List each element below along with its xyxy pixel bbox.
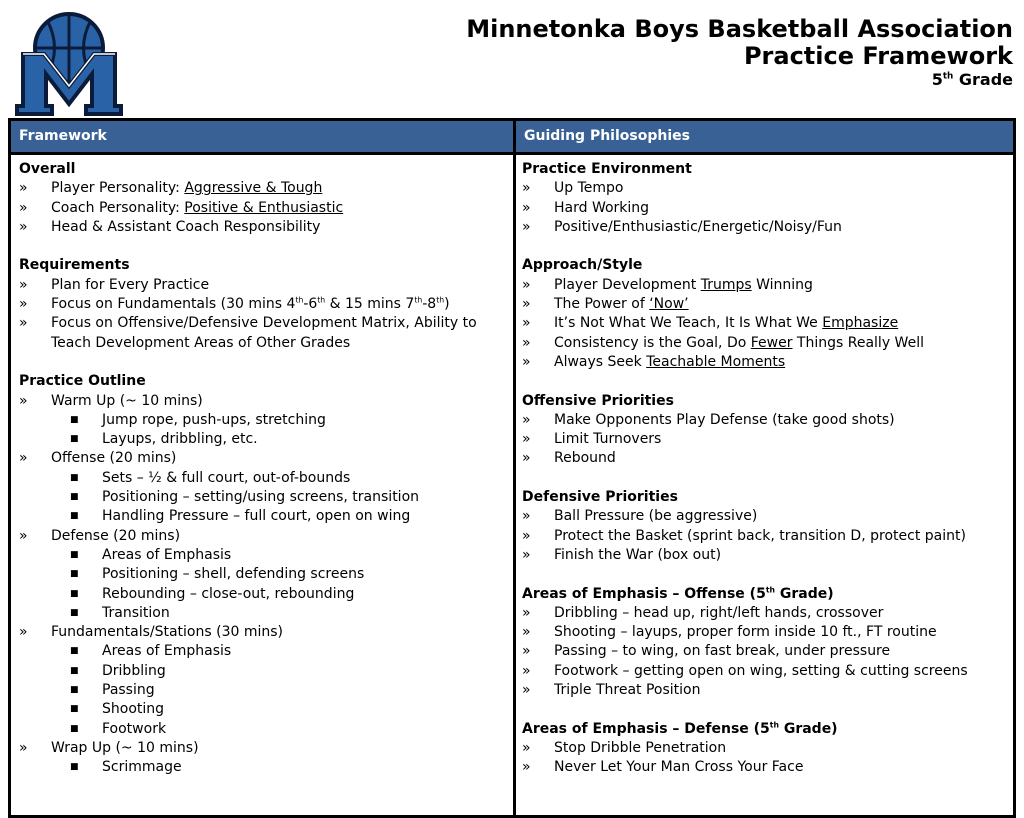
section-title-practice-environment: Practice Environment bbox=[522, 161, 692, 177]
square-bullet-icon: ■ bbox=[70, 723, 79, 734]
list-item: » Always Seek Teachable Moments bbox=[522, 353, 786, 370]
sub-list-item-text: Jump rope, push-ups, stretching bbox=[102, 411, 326, 428]
philosophies-column-header: Guiding Philosophies bbox=[516, 121, 1013, 152]
section-title-emphasis-defense: Areas of Emphasis – Defense (5th Grade) bbox=[522, 719, 838, 737]
bullet-marker: » bbox=[522, 180, 531, 197]
list-item bbox=[522, 623, 1012, 642]
list-item: » Head & Assistant Coach Responsibility bbox=[19, 218, 321, 235]
list-item: » Consistency is the Goal, Do Fewer Things Really Well bbox=[522, 334, 924, 351]
list-item-text: Dribbling – head up, right/left hands, crossover bbox=[554, 604, 884, 621]
sub-list-item-text: Positioning – setting/using screens, transition bbox=[102, 489, 420, 506]
spacer bbox=[522, 700, 1012, 719]
framework-column-header: Framework bbox=[11, 121, 513, 152]
sub-list-item-text: Dribbling bbox=[102, 662, 166, 679]
bullet-marker: » bbox=[19, 450, 28, 467]
list-item bbox=[522, 507, 1012, 526]
list-item-text: Never Let Your Man Cross Your Face bbox=[554, 759, 804, 776]
bullet-marker: » bbox=[522, 411, 531, 428]
sub-list-item-text: Layups, dribbling, etc. bbox=[102, 431, 258, 448]
list-item: » Player Development Trumps Winning bbox=[522, 276, 813, 293]
list-item bbox=[19, 449, 507, 468]
list-item: » Focus on Fundamentals (30 mins 4th-6th & 15 mins 7th-8th) bbox=[19, 295, 450, 313]
list-item bbox=[522, 681, 1012, 700]
column-divider bbox=[513, 121, 516, 815]
emphasis-defense-list bbox=[522, 739, 1012, 778]
list-item bbox=[522, 739, 1012, 758]
framework-column bbox=[19, 160, 507, 778]
square-bullet-icon: ■ bbox=[70, 588, 79, 599]
spacer bbox=[19, 237, 507, 256]
list-item bbox=[19, 623, 507, 642]
list-item-text: Rebound bbox=[554, 450, 616, 467]
bullet-marker: » bbox=[522, 662, 531, 679]
list-item-text: Defense (20 mins) bbox=[51, 527, 181, 544]
square-bullet-icon: ■ bbox=[70, 472, 79, 483]
list-item-text: Stop Dribble Penetration bbox=[554, 739, 727, 756]
square-bullet-icon: ■ bbox=[70, 434, 79, 445]
list-item: » Player Personality: Aggressive & Tough bbox=[19, 180, 323, 197]
bullet-marker: » bbox=[522, 218, 531, 235]
list-item-text: Finish the War (box out) bbox=[554, 546, 722, 563]
spacer bbox=[522, 237, 1012, 256]
bullet-marker: » bbox=[522, 604, 531, 621]
bullet-marker: » bbox=[522, 682, 531, 699]
list-item-text: Warm Up (~ 10 mins) bbox=[51, 392, 203, 409]
sub-list-item bbox=[19, 430, 507, 449]
spacer bbox=[522, 469, 1012, 488]
bullet-marker: » bbox=[522, 199, 531, 216]
sub-list-item bbox=[19, 681, 507, 700]
square-bullet-icon: ■ bbox=[70, 549, 79, 560]
list-item: » The Power of ‘Now’ bbox=[522, 296, 689, 313]
sub-list-item bbox=[19, 565, 507, 584]
section-title-offensive-priorities: Offensive Priorities bbox=[522, 392, 674, 409]
list-item bbox=[19, 527, 507, 546]
list-item-text: Limit Turnovers bbox=[554, 431, 662, 448]
title-block bbox=[466, 16, 1013, 90]
page-title: Minnetonka Boys Basketball Association bbox=[466, 15, 1013, 43]
square-bullet-icon: ■ bbox=[70, 762, 79, 773]
sub-list-item bbox=[19, 700, 507, 719]
list-item bbox=[522, 179, 1012, 198]
list-item-text: Wrap Up (~ 10 mins) bbox=[51, 739, 199, 756]
spacer bbox=[19, 353, 507, 372]
spacer bbox=[522, 565, 1012, 584]
sub-list-item-text: Sets – ½ & full court, out-of-bounds bbox=[102, 469, 351, 486]
spacer bbox=[522, 372, 1012, 391]
list-item-text: Passing – to wing, on fast break, under pressure bbox=[554, 643, 891, 660]
defensive-priorities-list bbox=[522, 507, 1012, 565]
list-item: » It’s Not What We Teach, It Is What We Emphasize bbox=[522, 315, 899, 332]
list-item-text: Footwork – getting open on wing, setting & cutting screens bbox=[554, 662, 968, 679]
page-subtitle: Practice Framework bbox=[743, 42, 1013, 70]
sub-list-item-text: Passing bbox=[102, 682, 155, 699]
sub-list-item bbox=[19, 585, 507, 604]
header-divider bbox=[11, 152, 1013, 155]
sub-list-item bbox=[19, 720, 507, 739]
square-bullet-icon: ■ bbox=[70, 607, 79, 618]
bullet-marker: » bbox=[19, 392, 28, 409]
sub-list-item-text: Footwork bbox=[102, 720, 167, 737]
list-item bbox=[522, 642, 1012, 661]
list-item: » Plan for Every Practice bbox=[19, 276, 210, 293]
square-bullet-icon: ■ bbox=[70, 665, 79, 676]
practice-outline-list bbox=[19, 392, 507, 778]
list-item bbox=[522, 430, 1012, 449]
list-item bbox=[19, 739, 507, 758]
bullet-marker: » bbox=[19, 624, 28, 641]
bullet-marker: » bbox=[522, 624, 531, 641]
sub-list-item-text: Positioning – shell, defending screens bbox=[102, 566, 365, 583]
sub-list-item-text: Transition bbox=[102, 604, 170, 621]
sub-list-item bbox=[19, 604, 507, 623]
list-item-text: Positive/Enthusiastic/Energetic/Noisy/Fun bbox=[554, 218, 842, 235]
list-item bbox=[19, 392, 507, 411]
list-item bbox=[522, 662, 1012, 681]
sub-list-item bbox=[19, 662, 507, 681]
section-title-approach: Approach/Style bbox=[522, 257, 643, 274]
list-item bbox=[522, 411, 1012, 430]
sub-list-item bbox=[19, 488, 507, 507]
section-title-defensive-priorities: Defensive Priorities bbox=[522, 489, 678, 506]
sub-list-item-text: Shooting bbox=[102, 701, 165, 718]
bullet-marker: » bbox=[522, 759, 531, 776]
square-bullet-icon: ■ bbox=[70, 685, 79, 696]
sub-list-item-text: Scrimmage bbox=[102, 759, 182, 776]
square-bullet-icon: ■ bbox=[70, 492, 79, 503]
bullet-marker: » bbox=[522, 527, 531, 544]
section-title-overall: Overall bbox=[19, 161, 76, 177]
list-item bbox=[522, 199, 1012, 218]
framework-table bbox=[8, 118, 1016, 818]
grade-label: 5th Grade bbox=[931, 70, 1013, 89]
list-item bbox=[522, 546, 1012, 565]
list-item-text: Protect the Basket (sprint back, transition D, protect paint) bbox=[554, 527, 966, 544]
bullet-marker: » bbox=[522, 546, 531, 563]
list-item: » Coach Personality: Positive & Enthusiastic bbox=[19, 199, 344, 216]
list-item bbox=[522, 449, 1012, 468]
list-item-text: Up Tempo bbox=[554, 180, 624, 197]
sub-list-item bbox=[19, 469, 507, 488]
list-item-text: Fundamentals/Stations (30 mins) bbox=[51, 624, 283, 641]
sub-list-item bbox=[19, 507, 507, 526]
square-bullet-icon: ■ bbox=[70, 646, 79, 657]
bullet-marker: » bbox=[522, 450, 531, 467]
square-bullet-icon: ■ bbox=[70, 414, 79, 425]
bullet-marker: » bbox=[522, 508, 531, 525]
emphasis-offense-list bbox=[522, 604, 1012, 700]
sub-list-item-text: Rebounding – close-out, rebounding bbox=[102, 585, 355, 602]
square-bullet-icon: ■ bbox=[70, 511, 79, 522]
list-item-text: Triple Threat Position bbox=[554, 682, 701, 699]
bullet-marker: » bbox=[19, 527, 28, 544]
sub-list-item bbox=[19, 642, 507, 661]
minnetonka-logo bbox=[14, 12, 124, 118]
section-title-requirements: Requirements bbox=[19, 257, 130, 274]
sub-list-item bbox=[19, 546, 507, 565]
sub-list-item bbox=[19, 411, 507, 430]
list-item-text: Make Opponents Play Defense (take good shots) bbox=[554, 411, 895, 428]
environment-list bbox=[522, 179, 1012, 237]
sub-list-item-text: Areas of Emphasis bbox=[102, 643, 232, 660]
bullet-marker: » bbox=[522, 643, 531, 660]
sub-list-item-text: Areas of Emphasis bbox=[102, 546, 232, 563]
list-item-text: Hard Working bbox=[554, 199, 650, 216]
bullet-marker: » bbox=[522, 739, 531, 756]
square-bullet-icon: ■ bbox=[70, 569, 79, 580]
list-item-text: Ball Pressure (be aggressive) bbox=[554, 508, 758, 525]
offensive-priorities-list bbox=[522, 411, 1012, 469]
list-item bbox=[522, 527, 1012, 546]
list-item: » Focus on Offensive/Defensive Development Matrix, Ability to Teach Development Areas of Other Grades bbox=[19, 315, 477, 351]
square-bullet-icon: ■ bbox=[70, 704, 79, 715]
section-title-practice-outline: Practice Outline bbox=[19, 373, 146, 390]
sub-list-item-text: Handling Pressure – full court, open on wing bbox=[102, 508, 411, 525]
philosophies-column bbox=[522, 160, 1012, 778]
list-item-text: Offense (20 mins) bbox=[51, 450, 177, 467]
bullet-marker: » bbox=[522, 431, 531, 448]
section-title-emphasis-offense: Areas of Emphasis – Offense (5th Grade) bbox=[522, 584, 834, 602]
list-item bbox=[522, 218, 1012, 237]
bullet-marker: » bbox=[19, 739, 28, 756]
list-item-text: Shooting – layups, proper form inside 10 ft., FT routine bbox=[554, 624, 937, 641]
list-item bbox=[522, 604, 1012, 623]
